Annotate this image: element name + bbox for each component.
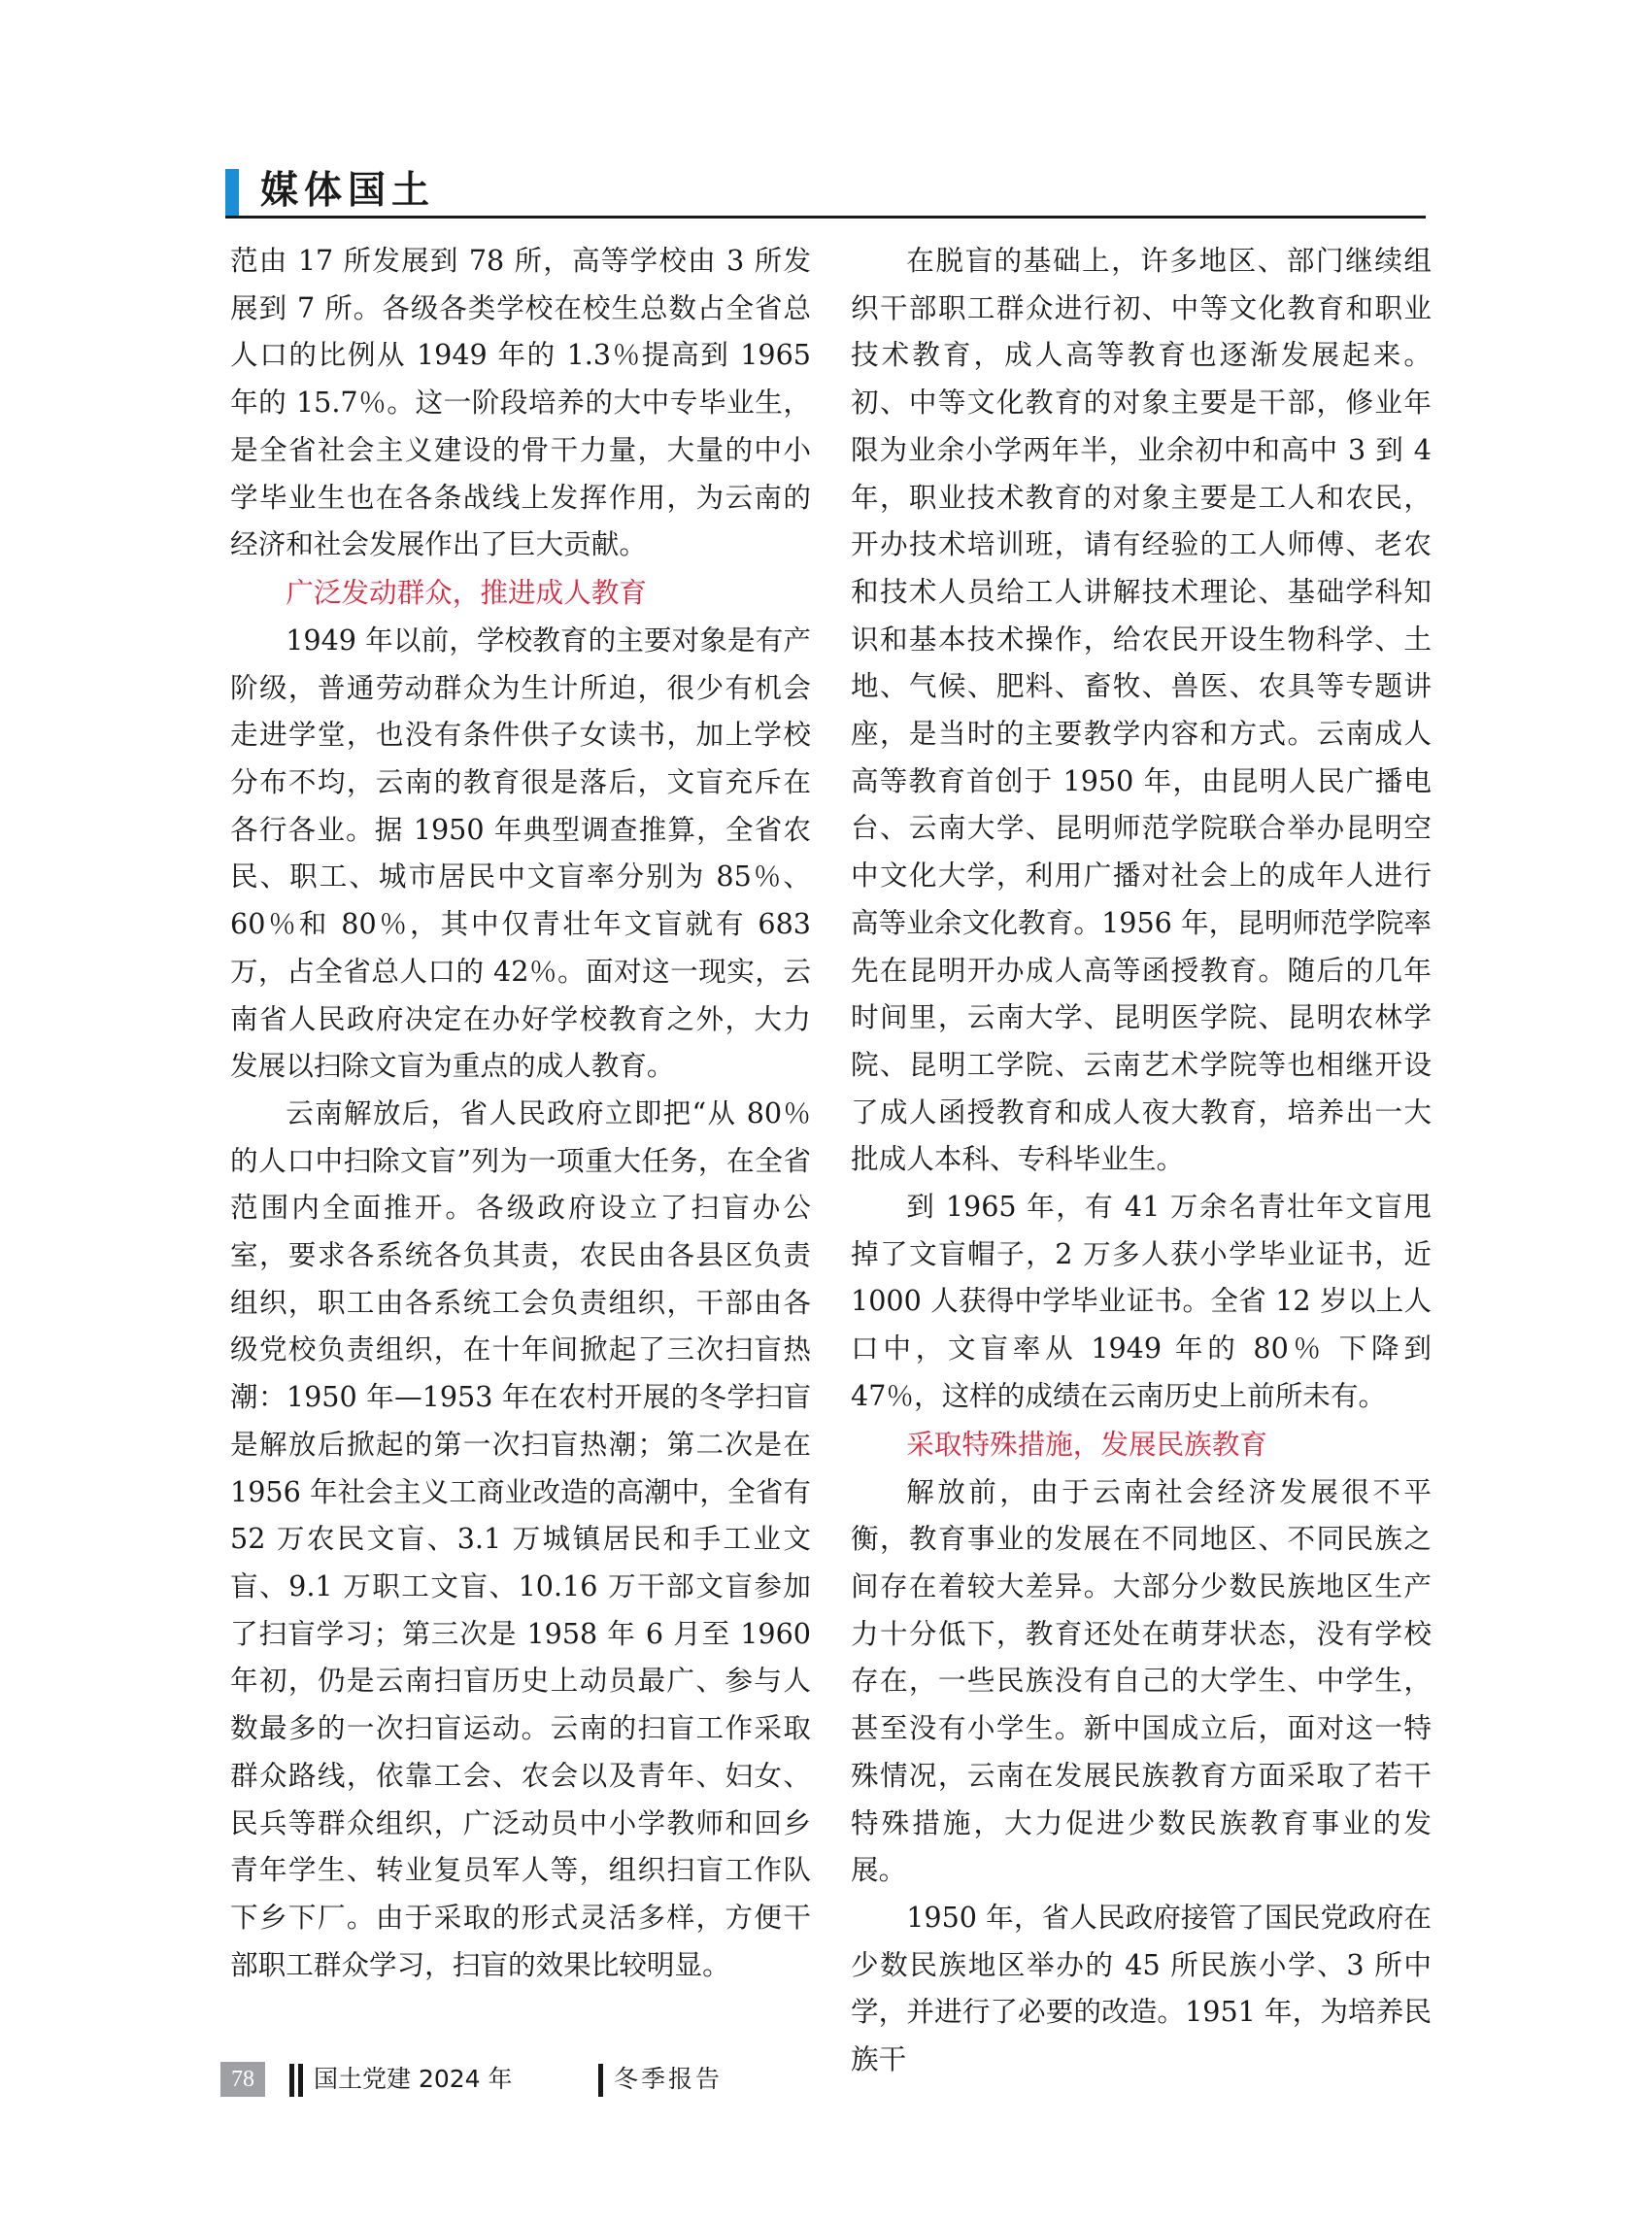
subheading: 采取特殊措施，发展民族教育 xyxy=(906,1427,1267,1461)
footer-divider xyxy=(298,2064,303,2097)
paragraph: 1949 年以前，学校教育的主要对象是有产阶级，普通劳动群众为生计所迫，很少有机会走进学堂，也没有条件供子女读书，加上学校分布不均，云南的教育很是落后，文盲充斥在各行各业。据 1950 年典型调查推算，全省农民、职工、城市居民中文盲率分别为 85％、60％和 80％，其中仅青壮年文盲就有 683 万，占全省总人口的 42％。面对这一现实，云南省人民政府决定在办好学校教育之外，大力发展以扫除文盲为重点的成人教育。 xyxy=(230,623,811,1083)
right-column xyxy=(851,237,1432,2083)
section-accent-bar xyxy=(225,169,239,218)
header-rule xyxy=(225,216,1426,219)
page-number: 78 xyxy=(220,2062,265,2097)
paragraph: 到 1965 年，有 41 万余名青壮年文盲甩掉了文盲帽子，2 万多人获小学毕业证书，近 1000 人获得中学毕业证书。全省 12 岁以上人口中，文盲率从 1949 年的 80％ 下降到 47％，这样的成绩在云南历史上前所未有。 xyxy=(851,1190,1432,1412)
paragraph: 1950 年，省人民政府接管了国民党政府在少数民族地区举办的 45 所民族小学、3 所中学，并进行了必要的改造。1951 年，为培养民族干 xyxy=(851,1900,1432,2076)
issue-name: 冬季报告 xyxy=(614,2065,724,2093)
paragraph: 范由 17 所发展到 78 所，高等学校由 3 所发展到 7 所。各级各类学校在校生总数占全省总人口的比例从 1949 年的 1.3％提高到 1965 年的 15.7％。这一阶段培养的大中专毕业生，是全省社会主义建设的骨干力量，大量的中小学毕业生也在各条战线上发挥作用，为云南的经济和社会发展作出了巨大贡献。 xyxy=(230,244,811,561)
journal-name: 国土党建 2024 年 xyxy=(314,2065,513,2093)
subheading: 广泛发动群众，推进成人教育 xyxy=(286,575,647,609)
paragraph: 云南解放后，省人民政府立即把“从 80％的人口中扫除文盲”列为一项重大任务，在全省范围内全面推开。各级政府设立了扫盲办公室，要求各系统各负其责，农民由各县区负责组织，职工由各系统工会负责组织，干部由各级党校负责组织，在十年间掀起了三次扫盲热潮：1950 年—1953 年在农村开展的冬学扫盲是解放后掀起的第一次扫盲热潮；第二次是在 1956 年社会主义工商业改造的高潮中，全省有 52 万农民文盲、3.1 万城镇居民和手工业文盲、9.1 万职工文盲、10.16 万干部文盲参加了扫盲学习；第三次是 1958 年 6 月至 1960 年初，仍是云南扫盲历史上动员最广、参与人数最多的一次扫盲运动。云南的扫盲工作采取群众路线，依靠工会、农会以及青年、妇女、民兵等群众组织，广泛动员中小学教师和回乡青年学生、转业复员军人等，组织扫盲工作队下乡下厂。由于采取的形式灵活多样，方便干部职工群众学习，扫盲的效果比较明显。 xyxy=(230,1096,811,1981)
page-footer xyxy=(220,2062,900,2101)
paragraph: 在脱盲的基础上，许多地区、部门继续组织干部职工群众进行初、中等文化教育和职业技术教育，成人高等教育也逐渐发展起来。初、中等文化教育的对象主要是干部，修业年限为业余小学两年半，业余初中和高中 3 到 4 年，职业技术教育的对象主要是工人和农民，开办技术培训班，请有经验的工人师傅、老农和技术人员给工人讲解技术理论、基础学科知识和基本技术操作，给农民开设生物科学、土地、气候、肥料、畜牧、兽医、农具等专题讲座，是当时的主要教学内容和方式。云南成人高等教育首创于 1950 年，由昆明人民广播电台、云南大学、昆明师范学院联合举办昆明空中文化大学，利用广播对社会上的成年人进行高等业余文化教育。1956 年，昆明师范学院率先在昆明开办成人高等函授教育。随后的几年时间里，云南大学、昆明医学院、昆明农林学院、昆明工学院、云南艺术学院等也相继开设了成人函授教育和成人夜大教育，培养出一大批成人本科、专科毕业生。 xyxy=(851,244,1432,1176)
page-header xyxy=(225,153,1426,218)
footer-separator xyxy=(598,2064,603,2097)
left-column xyxy=(230,237,811,1988)
paragraph: 解放前，由于云南社会经济发展很不平衡，教育事业的发展在不同地区、不同民族之间存在着较大差异。大部分少数民族地区生产力十分低下，教育还处在萌芽状态，没有学校存在，一些民族没有自己的大学生、中学生，甚至没有小学生。新中国成立后，面对这一特殊情况，云南在发展民族教育方面采取了若干特殊措施，大力促进少数民族教育事业的发展。 xyxy=(851,1474,1432,1887)
footer-divider xyxy=(289,2064,294,2097)
section-title: 媒体国土 xyxy=(260,169,436,213)
